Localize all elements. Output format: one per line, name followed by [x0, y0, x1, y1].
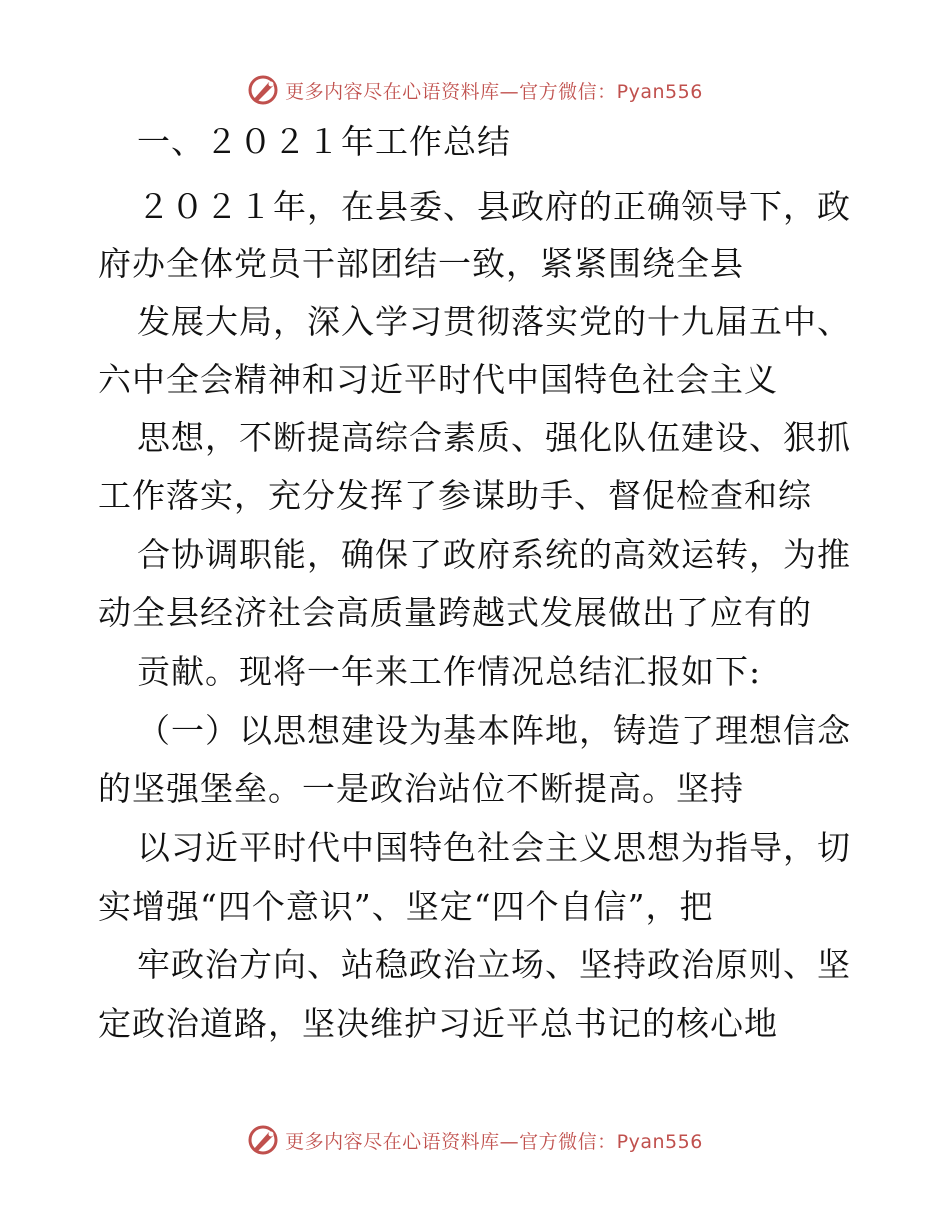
paragraph-line: 以习近平时代中国特色社会主义思想为指导，切: [137, 828, 851, 867]
paragraph-line: 六中全会精神和习近平时代中国特色社会主义: [98, 360, 778, 399]
paragraph-line: 定政治道路，坚决维护习近平总书记的核心地: [98, 1004, 778, 1043]
paragraph-line: ２０２１年，在县委、县政府的正确领导下，政: [137, 187, 851, 226]
footer-watermark: [0, 1120, 950, 1160]
paragraph-line: 府办全体党员干部团结一致，紧紧围绕全县: [98, 244, 744, 283]
paragraph-line: 思想，不断提高综合素质、强化队伍建设、狠抓: [137, 418, 851, 457]
paragraph-line: 合协调职能，确保了政府系统的高效运转，为推: [137, 535, 851, 574]
paragraph-line: 发展大局，深入学习贯彻落实党的十九届五中、: [137, 302, 851, 341]
paragraph-line: 工作落实，充分发挥了参谋助手、督促检查和综: [98, 476, 812, 515]
paragraph-line: 牢政治方向、站稳政治立场、坚持政治原则、坚: [137, 945, 851, 984]
section-heading: 一、２０２１年工作总结: [137, 122, 511, 161]
paragraph-line: 的坚强堡垒。一是政治站位不断提高。坚持: [98, 769, 744, 808]
quill-seal-icon: [247, 1124, 279, 1156]
paragraph-line: （一）以思想建设为基本阵地，铸造了理想信念: [137, 711, 851, 750]
paragraph-line: 动全县经济社会高质量跨越式发展做出了应有的: [98, 593, 812, 632]
header-watermark: [0, 70, 950, 110]
paragraph-line: 贡献。现将一年来工作情况总结汇报如下:: [137, 652, 762, 691]
watermark-text: 更多内容尽在心语资料库—官方微信：Pyan556: [285, 80, 703, 103]
quill-seal-icon: [247, 74, 279, 106]
paragraph-line: 实增强“四个意识”、坚定“四个自信”，把: [98, 887, 714, 926]
watermark-text: 更多内容尽在心语资料库—官方微信：Pyan556: [285, 1130, 703, 1153]
